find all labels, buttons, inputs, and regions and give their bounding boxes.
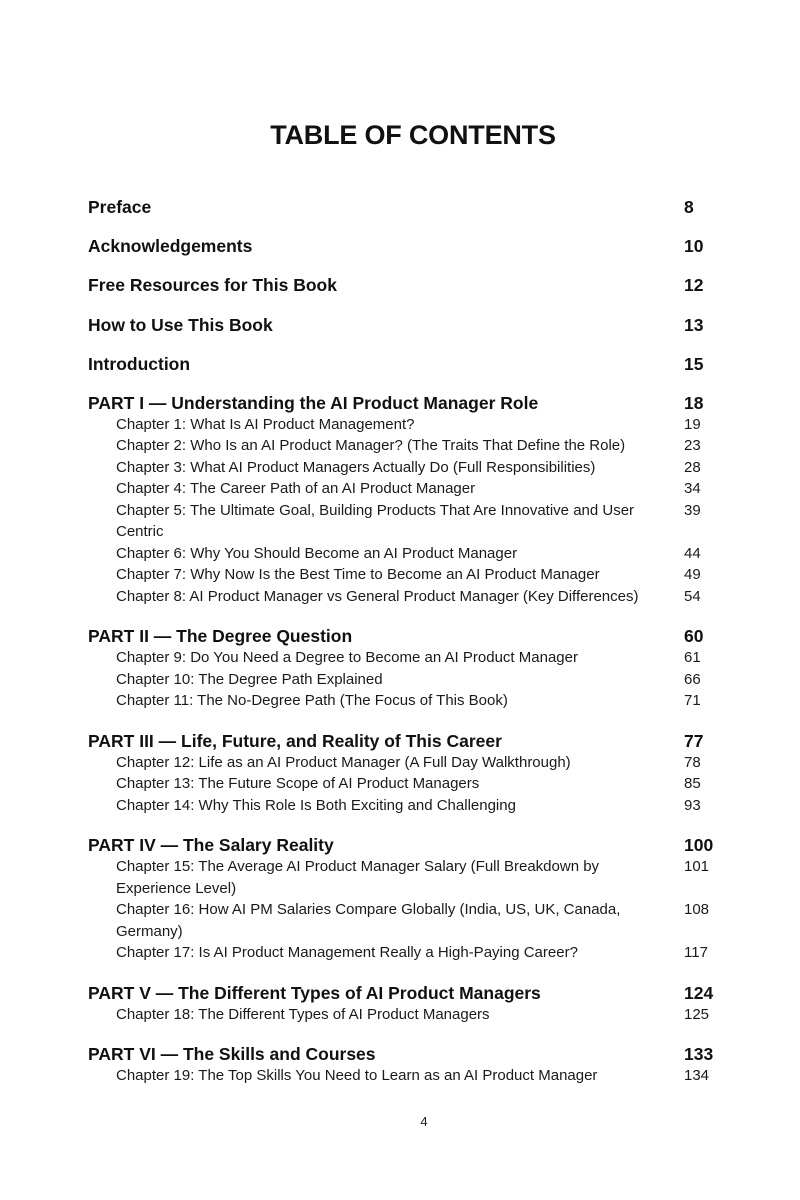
chapter-entry[interactable] [88, 647, 701, 669]
part-title: PART II — The Degree Question [88, 626, 353, 647]
toc-entry-free-resources[interactable] [88, 274, 728, 296]
chapter-page: 108 [684, 901, 710, 919]
part-header[interactable] [88, 982, 728, 1004]
toc-entry-acknowledgements[interactable] [88, 235, 728, 257]
chapter-page: 101 [684, 858, 710, 876]
toc-entry-page: 15 [684, 353, 704, 374]
toc-part-6 [88, 1043, 728, 1087]
chapter-entry[interactable] [88, 543, 701, 565]
chapter-entry[interactable] [88, 500, 701, 543]
chapter-entry[interactable] [88, 773, 701, 795]
toc-entry-page: 12 [684, 275, 704, 296]
part-page: 18 [684, 392, 704, 413]
toc-entry-preface[interactable] [88, 196, 728, 218]
chapter-page: 78 [684, 753, 701, 771]
part-header[interactable] [88, 834, 728, 856]
chapter-entry[interactable] [88, 669, 701, 691]
chapter-page: 49 [684, 566, 701, 584]
part-header[interactable] [88, 730, 728, 752]
chapter-entry[interactable] [88, 899, 710, 942]
toc-part-5 [88, 982, 728, 1026]
part-header[interactable] [88, 625, 728, 647]
chapter-title: Chapter 19: The Top Skills You Need to Learn as an AI Product Manager [116, 1067, 598, 1085]
chapter-page: 28 [684, 458, 701, 476]
chapter-page: 125 [684, 1005, 710, 1023]
toc-part-1 [88, 392, 728, 608]
part-title: PART IV — The Salary Reality [88, 835, 334, 856]
chapter-title: Chapter 18: The Different Types of AI Product Managers [116, 1005, 490, 1023]
part-title: PART VI — The Skills and Courses [88, 1044, 376, 1065]
toc-entry-label: How to Use This Book [88, 314, 273, 335]
chapter-entry[interactable] [88, 586, 701, 608]
chapter-title: Chapter 1: What Is AI Product Management? [116, 415, 415, 433]
chapter-entry[interactable] [88, 564, 701, 586]
chapter-page: 134 [684, 1067, 710, 1085]
part-page: 60 [684, 626, 704, 647]
chapter-entry[interactable] [88, 752, 701, 774]
chapter-title: Chapter 5: The Ultimate Goal, Building Products That Are Innovative and User Centric [116, 501, 635, 541]
chapter-title: Chapter 2: Who Is an AI Product Manager? (The Traits That Define the Role) [116, 437, 626, 455]
chapter-title: Chapter 6: Why You Should Become an AI Product Manager [116, 544, 518, 562]
table-of-contents [88, 196, 728, 1105]
chapter-page: 61 [684, 649, 701, 667]
part-header[interactable] [88, 1043, 728, 1065]
chapter-entry[interactable] [88, 478, 701, 500]
toc-entry-how-to-use[interactable] [88, 314, 728, 336]
chapter-entry[interactable] [88, 414, 701, 436]
chapter-title: Chapter 17: Is AI Product Management Really a High-Paying Career? [116, 944, 578, 962]
chapter-title: Chapter 7: Why Now Is the Best Time to Become an AI Product Manager [116, 566, 600, 584]
chapter-page: 54 [684, 587, 701, 605]
part-page: 100 [684, 835, 714, 856]
toc-entry-page: 13 [684, 314, 704, 335]
chapter-page: 117 [684, 944, 708, 962]
chapter-entry[interactable] [88, 1065, 710, 1087]
part-title: PART III — Life, Future, and Reality of This Career [88, 730, 502, 751]
toc-entry-label: Introduction [88, 353, 191, 374]
chapter-title: Chapter 16: How AI PM Salaries Compare Globally (India, US, UK, Canada, Germany) [116, 901, 621, 940]
toc-entry-label: Free Resources for This Book [88, 275, 337, 296]
chapter-page: 71 [684, 692, 701, 710]
chapter-page: 19 [684, 415, 701, 433]
part-page: 124 [684, 982, 714, 1003]
part-title: PART I — Understanding the AI Product Manager Role [88, 392, 539, 413]
chapter-entry[interactable] [88, 1004, 710, 1026]
chapter-entry[interactable] [88, 795, 701, 817]
chapter-page: 39 [684, 501, 701, 519]
toc-entry-page: 8 [684, 197, 694, 217]
chapter-title: Chapter 9: Do You Need a Degree to Become an AI Product Manager [116, 649, 578, 667]
part-page: 133 [684, 1044, 714, 1065]
chapter-page: 44 [684, 544, 701, 562]
chapter-title: Chapter 8: AI Product Manager vs General Product Manager (Key Differences) [116, 587, 639, 605]
chapter-title: Chapter 10: The Degree Path Explained [116, 670, 383, 688]
chapter-title: Chapter 12: Life as an AI Product Manager (A Full Day Walkthrough) [116, 753, 571, 771]
chapter-title: Chapter 4: The Career Path of an AI Product Manager [116, 480, 476, 498]
chapter-entry[interactable] [88, 457, 701, 479]
toc-part-2 [88, 625, 728, 712]
part-title: PART V — The Different Types of AI Product Managers [88, 982, 541, 1003]
page-number: 4 [420, 1114, 428, 1129]
toc-entry-label: Acknowledgements [88, 236, 253, 257]
chapter-title: Chapter 14: Why This Role Is Both Exciting and Challenging [116, 796, 516, 814]
chapter-title: Chapter 3: What AI Product Managers Actually Do (Full Responsibilities) [116, 458, 596, 476]
toc-entry-introduction[interactable] [88, 353, 728, 375]
chapter-entry[interactable] [88, 856, 710, 899]
page-title: TABLE OF CONTENTS [270, 120, 556, 150]
chapter-page: 66 [684, 670, 701, 688]
chapter-title: Chapter 11: The No-Degree Path (The Focus of This Book) [116, 692, 508, 710]
chapter-title: Chapter 15: The Average AI Product Manager Salary (Full Breakdown by Experience Level) [116, 858, 600, 897]
chapter-page: 85 [684, 775, 701, 793]
chapter-title: Chapter 13: The Future Scope of AI Product Managers [116, 775, 480, 793]
toc-entry-label: Preface [88, 197, 152, 217]
chapter-entry[interactable] [88, 942, 708, 964]
chapter-entry[interactable] [88, 435, 701, 457]
chapter-page: 23 [684, 437, 701, 455]
chapter-page: 93 [684, 796, 701, 814]
chapter-entry[interactable] [88, 690, 701, 712]
toc-part-3 [88, 730, 728, 817]
toc-part-4 [88, 834, 728, 964]
part-header[interactable] [88, 392, 728, 414]
toc-entry-page: 10 [684, 236, 704, 257]
chapter-page: 34 [684, 480, 701, 498]
part-page: 77 [684, 730, 704, 751]
